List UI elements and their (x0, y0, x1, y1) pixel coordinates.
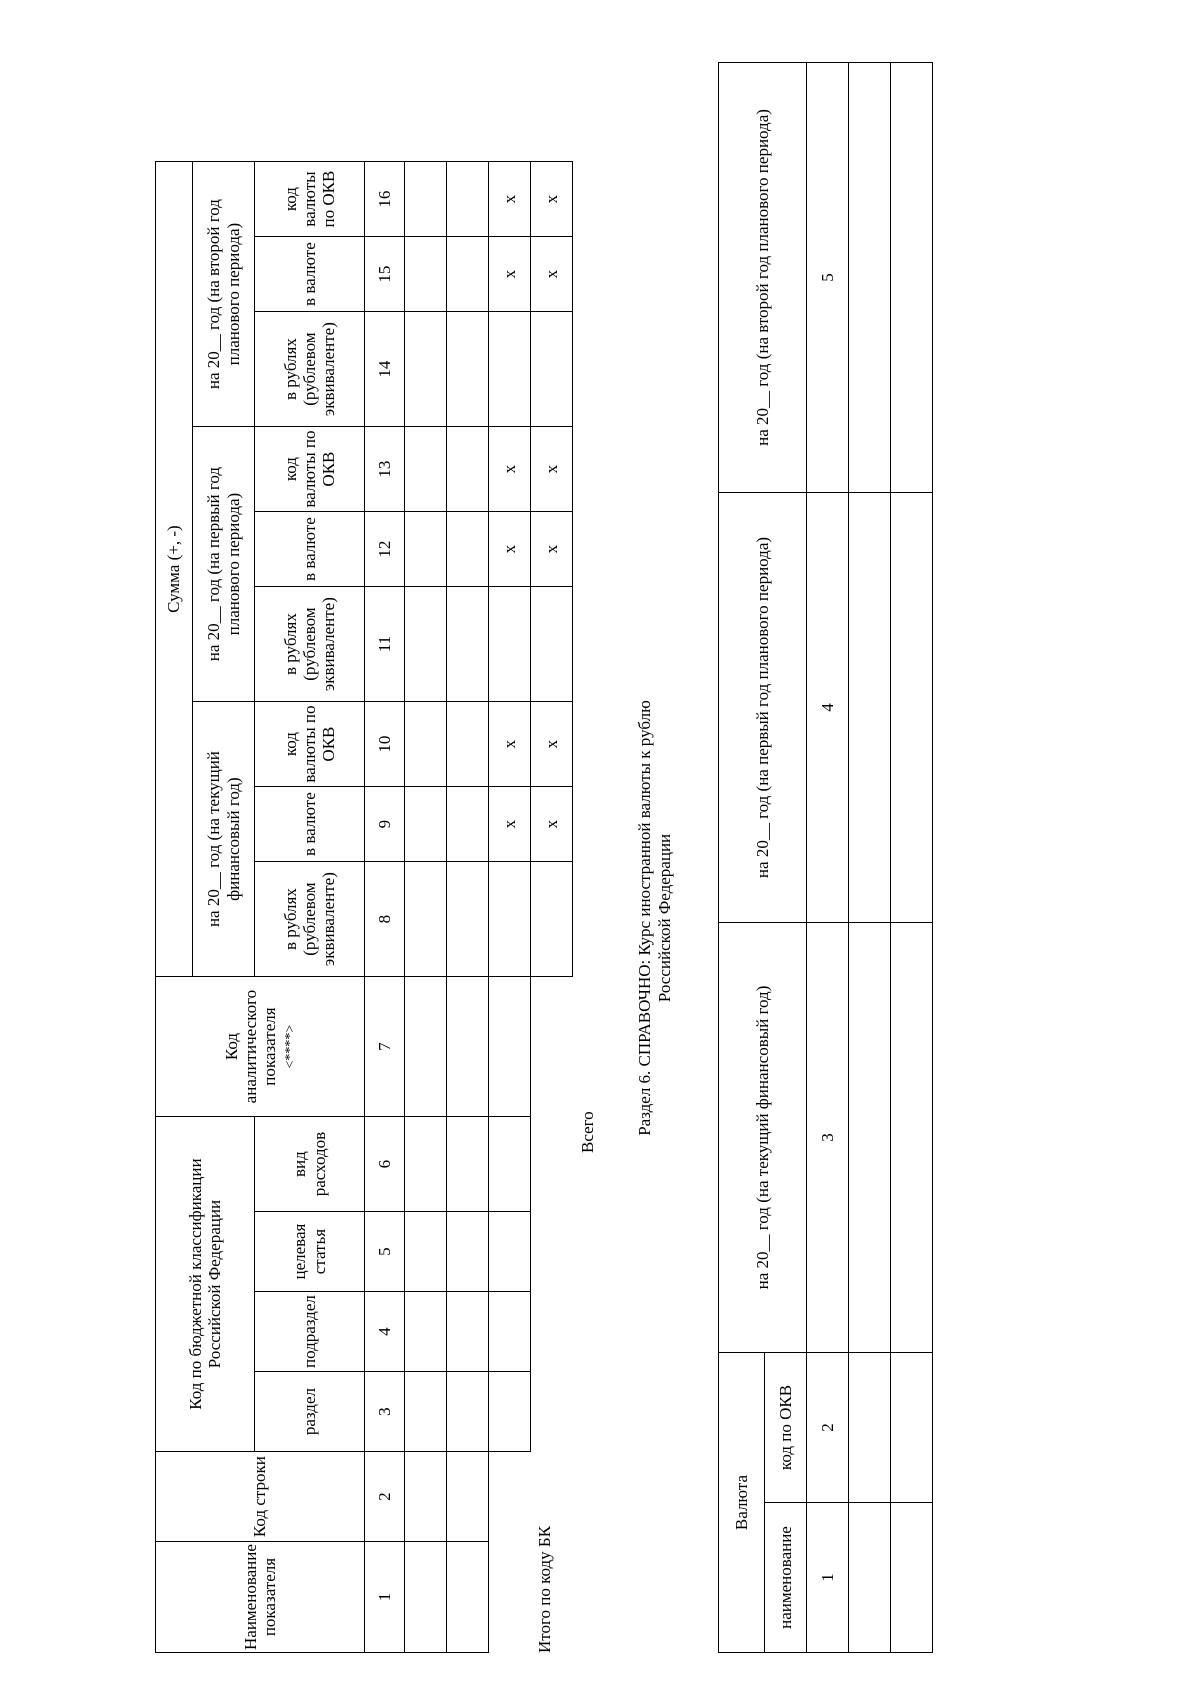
header-year-current: на 20__ год (на текущий финансовый год) (193, 702, 255, 977)
table-cell[interactable] (489, 312, 531, 427)
table-row (447, 162, 489, 1653)
table-cell[interactable] (891, 493, 933, 923)
table-cell[interactable] (447, 1117, 489, 1212)
header-s6-year-first: на 20__ год (на первый год планового периода) (719, 493, 807, 923)
vsego-row (531, 162, 573, 1653)
table-cell[interactable] (447, 977, 489, 1117)
table-cell[interactable] (447, 702, 489, 787)
x-mark: x (489, 787, 531, 862)
main-table (155, 161, 573, 1653)
col-number: 8 (365, 862, 405, 977)
table-row (891, 63, 933, 1653)
x-mark: x (531, 427, 573, 512)
col-number: 3 (365, 1372, 405, 1452)
table-cell[interactable] (405, 312, 447, 427)
header-kod-second: код валюты по ОКВ (255, 162, 365, 237)
col-number: 2 (807, 1353, 849, 1503)
col-number: 7 (365, 977, 405, 1117)
table-cell[interactable] (447, 787, 489, 862)
table-row (405, 162, 447, 1653)
header-analit-note: <****> (282, 1024, 298, 1069)
table-cell[interactable] (447, 312, 489, 427)
s6-column-numbers-row (807, 63, 849, 1653)
header-summa: Сумма (+, -) (156, 162, 193, 977)
table-cell[interactable] (849, 1353, 891, 1503)
table-cell[interactable] (447, 237, 489, 312)
column-numbers-row (365, 162, 405, 1653)
header-razdel: раздел (255, 1372, 365, 1452)
header-val-current: в валюте (255, 787, 365, 862)
col-number: 5 (807, 63, 849, 493)
header-rub-current: в рублях (рублевом эквиваленте) (255, 862, 365, 977)
table-cell[interactable] (489, 587, 531, 702)
table-cell[interactable] (447, 162, 489, 237)
x-mark: x (489, 702, 531, 787)
header-rub-second: в рублях (рублевом эквиваленте) (255, 312, 365, 427)
table-cell[interactable] (405, 1372, 447, 1452)
table-cell[interactable] (405, 1452, 447, 1542)
x-mark: x (531, 512, 573, 587)
x-mark: x (489, 162, 531, 237)
table-cell[interactable] (447, 1212, 489, 1292)
table-cell[interactable] (891, 923, 933, 1353)
header-analit-label: Код аналитического показателя (221, 989, 279, 1104)
header-s6-kod-okv: код по ОКВ (765, 1353, 807, 1503)
table-cell[interactable] (405, 237, 447, 312)
x-mark: x (531, 237, 573, 312)
header-kod-stroki: Код строки (156, 1452, 365, 1542)
table-cell[interactable] (489, 977, 531, 1117)
table-cell[interactable] (405, 977, 447, 1117)
table-cell[interactable] (405, 162, 447, 237)
table-cell[interactable] (447, 862, 489, 977)
header-val-second: в валюте (255, 237, 365, 312)
table-cell[interactable] (405, 427, 447, 512)
table-cell[interactable] (405, 1212, 447, 1292)
col-number: 11 (365, 587, 405, 702)
header-valuta: Валюта (719, 1353, 765, 1653)
table-cell[interactable] (531, 312, 573, 427)
table-cell[interactable] (849, 1503, 891, 1653)
col-number: 4 (807, 493, 849, 923)
col-number: 5 (365, 1212, 405, 1292)
table-cell[interactable] (447, 512, 489, 587)
col-number: 9 (365, 787, 405, 862)
x-mark: x (531, 702, 573, 787)
header-analit (156, 977, 365, 1117)
table-cell[interactable] (891, 1503, 933, 1653)
col-number: 12 (365, 512, 405, 587)
header-year-first: на 20__ год (на первый год планового периода) (193, 427, 255, 702)
table-row (849, 63, 891, 1653)
table-cell[interactable] (405, 512, 447, 587)
x-mark: x (531, 162, 573, 237)
header-kbk-group: Код по бюджетной классификации Российской Федерации (156, 1117, 255, 1452)
x-mark: x (489, 427, 531, 512)
section6-table (718, 62, 933, 1653)
itogo-label: Итого по коду БК (535, 1525, 554, 1653)
table-cell[interactable] (849, 63, 891, 493)
table-cell[interactable] (489, 1292, 531, 1372)
table-cell[interactable] (489, 862, 531, 977)
table-cell[interactable] (489, 1372, 531, 1452)
header-s6-year-current: на 20__ год (на текущий финансовый год) (719, 923, 807, 1353)
table-cell[interactable] (849, 923, 891, 1353)
col-number: 1 (365, 1542, 405, 1653)
table-cell[interactable] (489, 1212, 531, 1292)
col-number: 13 (365, 427, 405, 512)
header-podrazdel: подраздел (255, 1292, 365, 1372)
col-number: 15 (365, 237, 405, 312)
table-cell[interactable] (405, 1542, 447, 1653)
header-rub-first: в рублях (рублевом эквиваленте) (255, 587, 365, 702)
table-cell[interactable] (405, 1117, 447, 1212)
table-cell[interactable] (489, 1117, 531, 1212)
table-cell[interactable] (405, 702, 447, 787)
table-cell[interactable] (891, 63, 933, 493)
col-number: 10 (365, 702, 405, 787)
table-cell[interactable] (405, 587, 447, 702)
header-kod-first: код валюты по ОКВ (255, 427, 365, 512)
header-year-second: на 20__ год (на второй год планового периода) (193, 162, 255, 427)
table-cell[interactable] (405, 787, 447, 862)
x-mark: x (489, 237, 531, 312)
col-number: 2 (365, 1452, 405, 1542)
table-cell[interactable] (405, 862, 447, 977)
x-mark: x (531, 787, 573, 862)
header-celevaya: целевая статья (255, 1212, 365, 1292)
col-number: 6 (365, 1117, 405, 1212)
itogo-row (489, 162, 531, 1653)
table-cell[interactable] (891, 1353, 933, 1503)
table-cell[interactable] (531, 862, 573, 977)
table-cell[interactable] (849, 493, 891, 923)
header-naimenovanie: Наименование показателя (156, 1542, 365, 1653)
header-val-first: в валюте (255, 512, 365, 587)
header-s6-year-second: на 20__ год (на второй год планового периода) (719, 63, 807, 493)
x-mark: x (489, 512, 531, 587)
col-number: 1 (807, 1503, 849, 1653)
table-cell[interactable] (531, 587, 573, 702)
col-number: 16 (365, 162, 405, 237)
table-cell[interactable] (447, 587, 489, 702)
table-cell[interactable] (447, 427, 489, 512)
section6-caption-line1: Раздел 6. СПРАВОЧНО: Курс иностранной валюты к рублю (635, 700, 654, 1136)
table-cell[interactable] (447, 1452, 489, 1542)
col-number: 3 (807, 923, 849, 1353)
header-s6-naimenovanie: наименование (765, 1503, 807, 1653)
table-cell[interactable] (447, 1292, 489, 1372)
section6-caption (635, 638, 676, 1198)
header-kod-current: код валюты по ОКВ (255, 702, 365, 787)
table-cell[interactable] (405, 1292, 447, 1372)
header-vid: вид расходов (255, 1117, 365, 1212)
table-cell[interactable] (447, 1542, 489, 1653)
col-number: 4 (365, 1292, 405, 1372)
section6-caption-line2: Российской Федерации (655, 833, 675, 1003)
vsego-label: Всего (578, 1111, 597, 1153)
col-number: 14 (365, 312, 405, 427)
table-cell[interactable] (447, 1372, 489, 1452)
